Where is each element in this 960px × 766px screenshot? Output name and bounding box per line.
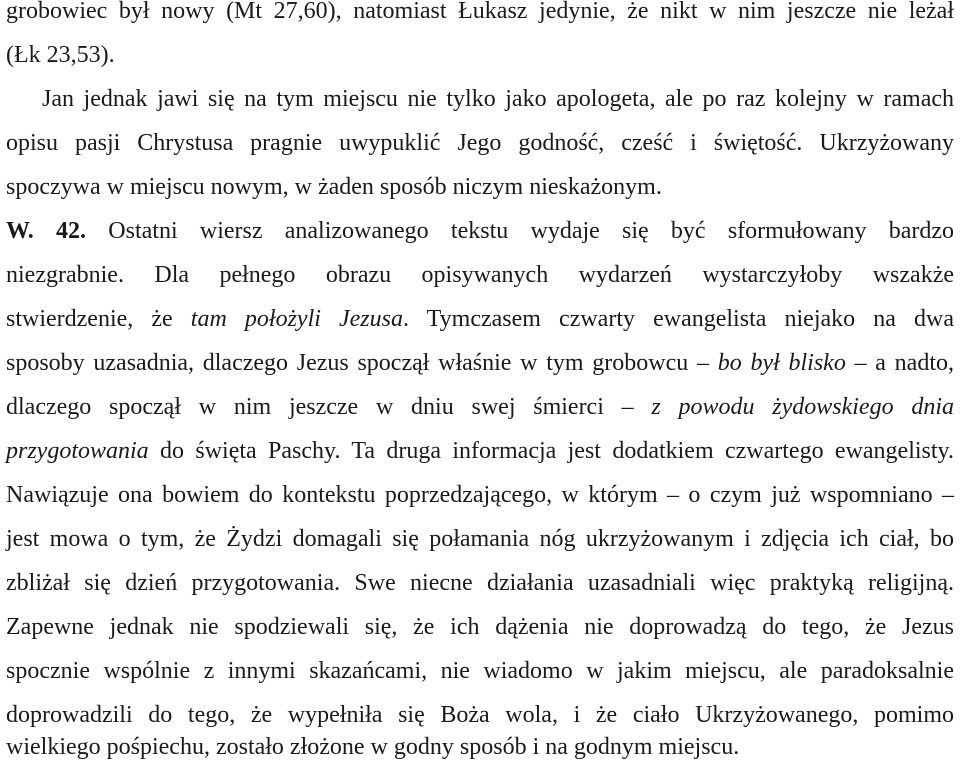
text-span: stwierdzenie, że xyxy=(6,306,191,332)
text-line xyxy=(6,0,954,26)
text-span: zbliżał się dzień przygotowania. Swe niecne działania uzasadniali więc praktyką religijną. xyxy=(6,570,954,596)
text-line xyxy=(6,304,954,334)
text-span: sposoby uzasadnia, dlaczego Jezus spoczął właśnie w tym grobowcu – xyxy=(6,350,718,376)
text-line xyxy=(6,260,954,290)
text-span: Zapewne jednak nie spodziewali się, że ich dążenia nie doprowadzą do tego, że Jezus xyxy=(6,614,954,640)
text-span: grobowiec był nowy (Mt 27,60), natomiast Łukasz jedynie, że nikt w nim jeszcze nie leżał xyxy=(6,0,954,24)
text-line xyxy=(6,392,954,422)
text-span: do święta Paschy. Ta druga informacja jest dodatkiem czwartego ewangelisty. xyxy=(148,438,954,464)
text-line xyxy=(6,172,954,202)
text-span: doprowadzili do tego, że wypełniła się Boża wola, i że ciało Ukrzyżowanego, pomimo xyxy=(6,702,954,728)
text-line xyxy=(6,612,954,642)
text-span: – a nadto, xyxy=(845,350,954,376)
text-line xyxy=(6,568,954,598)
text-span: opisu pasji Chrystusa pragnie uwypuklić Jego godność, cześć i świętość. Ukrzyżowany xyxy=(6,130,954,156)
text-line xyxy=(6,216,954,246)
text-line xyxy=(6,348,954,378)
text-span: spocznie wspólnie z innymi skazańcami, nie wiadomo w jakim miejscu, ale paradoksalnie xyxy=(6,658,954,684)
text-span: (Łk 23,53). xyxy=(6,42,115,68)
italic-quote: bo był blisko xyxy=(717,350,846,376)
text-span: niezgrabnie. Dla pełnego obrazu opisywanych wydarzeń wystarczyłoby wszakże xyxy=(6,262,954,288)
text-span: wielkiego pośpiechu, zostało złożone w godny sposób i na godnym miejscu. xyxy=(6,734,740,760)
text-line xyxy=(6,700,954,730)
text-span: jest mowa o tym, że Żydzi domagali się połamania nóg ukrzyżowanym i zdjęcia ich ciał, bo xyxy=(6,526,954,552)
text-line xyxy=(6,128,954,158)
text-line xyxy=(6,40,954,70)
verse-reference: W. 42. xyxy=(6,218,87,244)
text-span: dlaczego spoczął w nim jeszcze w dniu swej śmierci – xyxy=(6,394,652,420)
text-line xyxy=(6,84,954,114)
text-line xyxy=(6,480,954,510)
text-line xyxy=(6,656,954,686)
text-line xyxy=(6,436,954,466)
text-span: . Tymczasem czwarty ewangelista niejako na dwa xyxy=(403,306,954,332)
italic-quote: z powodu żydowskiego dnia xyxy=(651,394,955,420)
text-span: Ostatni wiersz analizowanego tekstu wydaje się być sformułowany bardzo xyxy=(86,218,955,244)
text-span: spoczywa w miejscu nowym, w żaden sposób niczym nieskażonym. xyxy=(6,174,662,200)
text-line xyxy=(6,732,954,762)
italic-quote: przygotowania xyxy=(6,438,149,464)
text-line xyxy=(6,524,954,554)
text-span: Nawiązuje ona bowiem do kontekstu poprzedzającego, w którym – o czym już wspomniano – xyxy=(6,482,954,508)
text-span: Jan jednak jawi się na tym miejscu nie tylko jako apologeta, ale po raz kolejny w ramach xyxy=(42,86,954,112)
italic-quote: tam położyli Jezusa xyxy=(190,306,403,332)
